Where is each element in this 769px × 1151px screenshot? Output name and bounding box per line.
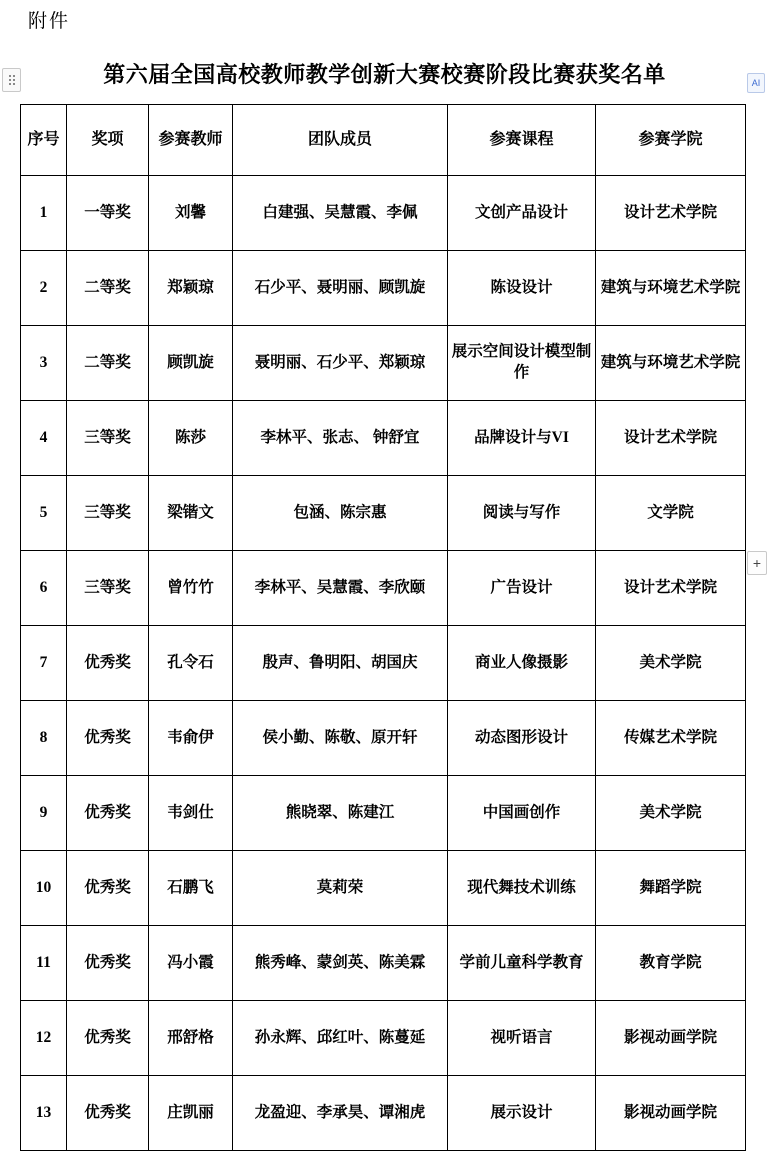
table-row bbox=[21, 851, 746, 926]
award-table-container bbox=[20, 104, 745, 1151]
cell-no: 13 bbox=[21, 1076, 67, 1151]
cell-college: 美术学院 bbox=[596, 626, 746, 701]
column-header-college: 参赛学院 bbox=[596, 105, 746, 176]
cell-course: 展示设计 bbox=[448, 1076, 596, 1151]
cell-award: 二等奖 bbox=[67, 326, 149, 401]
cell-course: 中国画创作 bbox=[448, 776, 596, 851]
cell-course: 商业人像摄影 bbox=[448, 626, 596, 701]
cell-teacher: 刘馨 bbox=[149, 176, 233, 251]
column-header-teacher: 参赛教师 bbox=[149, 105, 233, 176]
cell-members: 侯小勤、陈敬、原开轩 bbox=[233, 701, 448, 776]
cell-no: 4 bbox=[21, 401, 67, 476]
cell-no: 8 bbox=[21, 701, 67, 776]
cell-award: 二等奖 bbox=[67, 251, 149, 326]
cell-college: 教育学院 bbox=[596, 926, 746, 1001]
drag-dots-icon bbox=[9, 75, 15, 85]
cell-members: 包涵、陈宗惠 bbox=[233, 476, 448, 551]
table-row bbox=[21, 476, 746, 551]
table-row bbox=[21, 926, 746, 1001]
cell-award: 一等奖 bbox=[67, 176, 149, 251]
cell-teacher: 韦剑仕 bbox=[149, 776, 233, 851]
table-row bbox=[21, 776, 746, 851]
cell-award: 优秀奖 bbox=[67, 1001, 149, 1076]
drag-handle[interactable] bbox=[2, 68, 21, 92]
award-table bbox=[20, 104, 746, 1151]
cell-course: 品牌设计与VI bbox=[448, 401, 596, 476]
table-row bbox=[21, 1001, 746, 1076]
table-row bbox=[21, 176, 746, 251]
cell-course: 现代舞技术训练 bbox=[448, 851, 596, 926]
cell-teacher: 冯小霞 bbox=[149, 926, 233, 1001]
cell-teacher: 石鹏飞 bbox=[149, 851, 233, 926]
cell-members: 熊秀峰、蒙剑英、陈美霖 bbox=[233, 926, 448, 1001]
cell-course: 动态图形设计 bbox=[448, 701, 596, 776]
cell-college: 设计艺术学院 bbox=[596, 401, 746, 476]
cell-college: 设计艺术学院 bbox=[596, 551, 746, 626]
cell-members: 孙永辉、邱红叶、陈蔓延 bbox=[233, 1001, 448, 1076]
cell-college: 建筑与环境艺术学院 bbox=[596, 326, 746, 401]
column-header-no: 序号 bbox=[21, 105, 67, 176]
table-row bbox=[21, 626, 746, 701]
cell-college: 文学院 bbox=[596, 476, 746, 551]
table-header-row bbox=[21, 105, 746, 176]
cell-college: 传媒艺术学院 bbox=[596, 701, 746, 776]
cell-no: 10 bbox=[21, 851, 67, 926]
cell-award: 三等奖 bbox=[67, 401, 149, 476]
page-title: 第六届全国高校教师教学创新大赛校赛阶段比赛获奖名单 bbox=[103, 62, 666, 87]
cell-college: 建筑与环境艺术学院 bbox=[596, 251, 746, 326]
cell-award: 三等奖 bbox=[67, 551, 149, 626]
cell-course: 文创产品设计 bbox=[448, 176, 596, 251]
cell-no: 9 bbox=[21, 776, 67, 851]
cell-no: 12 bbox=[21, 1001, 67, 1076]
cell-award: 三等奖 bbox=[67, 476, 149, 551]
cell-college: 影视动画学院 bbox=[596, 1076, 746, 1151]
cell-members: 聂明丽、石少平、郑颖琼 bbox=[233, 326, 448, 401]
cell-members: 石少平、聂明丽、顾凯旋 bbox=[233, 251, 448, 326]
cell-award: 优秀奖 bbox=[67, 776, 149, 851]
cell-members: 熊晓翠、陈建江 bbox=[233, 776, 448, 851]
cell-course: 阅读与写作 bbox=[448, 476, 596, 551]
cell-no: 11 bbox=[21, 926, 67, 1001]
cell-members: 白建强、吴慧霞、李佩 bbox=[233, 176, 448, 251]
cell-course: 展示空间设计模型制作 bbox=[448, 326, 596, 401]
column-header-course: 参赛课程 bbox=[448, 105, 596, 176]
cell-course: 学前儿童科学教育 bbox=[448, 926, 596, 1001]
cell-award: 优秀奖 bbox=[67, 626, 149, 701]
cell-college: 舞蹈学院 bbox=[596, 851, 746, 926]
cell-members: 殷声、鲁明阳、胡国庆 bbox=[233, 626, 448, 701]
cell-course: 陈设设计 bbox=[448, 251, 596, 326]
cell-college: 影视动画学院 bbox=[596, 1001, 746, 1076]
cell-award: 优秀奖 bbox=[67, 1076, 149, 1151]
cell-members: 莫莉荣 bbox=[233, 851, 448, 926]
cell-teacher: 孔令石 bbox=[149, 626, 233, 701]
cell-no: 6 bbox=[21, 551, 67, 626]
table-row bbox=[21, 701, 746, 776]
cell-award: 优秀奖 bbox=[67, 851, 149, 926]
cell-teacher: 梁锴文 bbox=[149, 476, 233, 551]
table-row bbox=[21, 551, 746, 626]
cell-no: 3 bbox=[21, 326, 67, 401]
cell-teacher: 郑颖琼 bbox=[149, 251, 233, 326]
table-row bbox=[21, 401, 746, 476]
cell-members: 龙盈迎、李承昊、谭湘虎 bbox=[233, 1076, 448, 1151]
table-row bbox=[21, 251, 746, 326]
add-row-button[interactable]: + bbox=[747, 551, 767, 575]
cell-no: 2 bbox=[21, 251, 67, 326]
table-row bbox=[21, 326, 746, 401]
ai-badge[interactable]: AI bbox=[747, 73, 765, 93]
cell-teacher: 庄凯丽 bbox=[149, 1076, 233, 1151]
column-header-members: 团队成员 bbox=[233, 105, 448, 176]
cell-teacher: 陈莎 bbox=[149, 401, 233, 476]
cell-no: 7 bbox=[21, 626, 67, 701]
attachment-label: 附件 bbox=[28, 11, 71, 32]
cell-course: 视听语言 bbox=[448, 1001, 596, 1076]
cell-no: 1 bbox=[21, 176, 67, 251]
cell-members: 李林平、张志、 钟舒宜 bbox=[233, 401, 448, 476]
column-header-award: 奖项 bbox=[67, 105, 149, 176]
cell-members: 李林平、吴慧霞、李欣颐 bbox=[233, 551, 448, 626]
cell-college: 设计艺术学院 bbox=[596, 176, 746, 251]
cell-award: 优秀奖 bbox=[67, 926, 149, 1001]
cell-award: 优秀奖 bbox=[67, 701, 149, 776]
cell-teacher: 顾凯旋 bbox=[149, 326, 233, 401]
cell-course: 广告设计 bbox=[448, 551, 596, 626]
table-row bbox=[21, 1076, 746, 1151]
cell-college: 美术学院 bbox=[596, 776, 746, 851]
cell-teacher: 邢舒格 bbox=[149, 1001, 233, 1076]
cell-no: 5 bbox=[21, 476, 67, 551]
cell-teacher: 曾竹竹 bbox=[149, 551, 233, 626]
cell-teacher: 韦俞伊 bbox=[149, 701, 233, 776]
